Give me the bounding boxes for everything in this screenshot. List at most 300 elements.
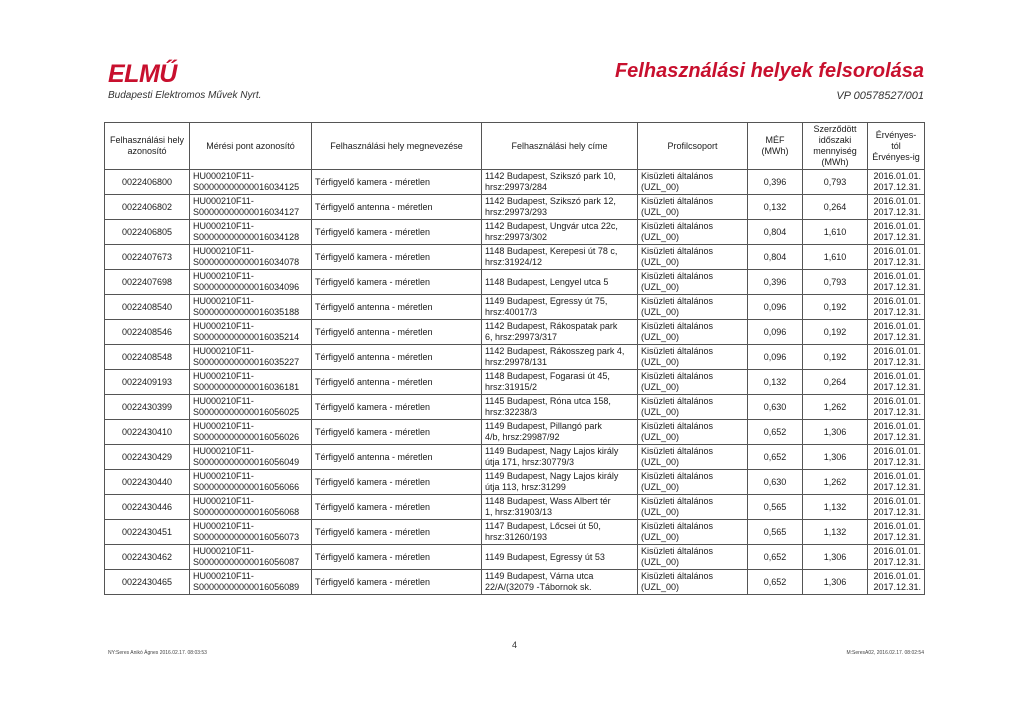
valid-to: 2017.12.31. [873,257,921,267]
site-id-cell: 0022430451 [105,520,190,545]
address-line2: 1, hrsz:31903/13 [485,507,553,517]
meter-id-line2: S00000000000016034128 [193,232,300,242]
valid-to: 2017.12.31. [873,557,921,567]
valid-from: 2016.01.01. [873,546,921,556]
meter-id-line2: S00000000000016056066 [193,482,300,492]
profile-line2: (UZL_00) [641,357,680,367]
validity-cell [868,445,925,470]
footer-print-info: NY:Seres Anikó Ágnes 2016.02.17. 08:03:53 [108,650,207,656]
profile-line1: Kisüzleti általános [641,546,714,556]
mef-cell: 0,096 [748,320,803,345]
valid-to: 2017.12.31. [873,432,921,442]
meter-id-cell [190,270,312,295]
table-row [105,395,925,420]
meter-id-line1: HU000210F11- [193,546,254,556]
profile-line2: (UZL_00) [641,182,680,192]
meter-id-cell [190,495,312,520]
site-id-cell: 0022409193 [105,370,190,395]
profile-line2: (UZL_00) [641,257,680,267]
site-id-cell: 0022408546 [105,320,190,345]
site-id-cell: 0022430446 [105,495,190,520]
valid-from: 2016.01.01. [873,496,921,506]
valid-to: 2017.12.31. [873,407,921,417]
profile-line1: Kisüzleti általános [641,171,714,181]
address-line2: 22/A/(32079 -Tábornok sk. [485,582,592,592]
table-header-row [105,123,925,170]
profile-line2: (UZL_00) [641,307,680,317]
address-line2: 6, hrsz:29973/317 [485,332,558,342]
contracted-quantity-cell: 1,306 [803,570,868,595]
site-address-cell [482,270,638,295]
valid-from: 2016.01.01. [873,346,921,356]
site-id-cell: 0022406805 [105,220,190,245]
address-line1: 1149 Budapest, Egressy út 53 [485,551,605,562]
validity-cell [868,170,925,195]
valid-to: 2017.12.31. [873,332,921,342]
company-name: Budapesti Elektromos Művek Nyrt. [108,90,262,101]
site-id-cell: 0022430462 [105,545,190,570]
address-line2: hrsz:32238/3 [485,407,538,417]
table-row [105,420,925,445]
meter-id-cell [190,545,312,570]
column-header-validity: Érvényes-tól Érvényes-ig [868,123,925,170]
site-address-cell [482,520,638,545]
valid-from: 2016.01.01. [873,271,921,281]
valid-to: 2017.12.31. [873,307,921,317]
contracted-quantity-cell: 0,192 [803,295,868,320]
table-row [105,345,925,370]
mef-cell: 0,652 [748,545,803,570]
meter-id-line1: HU000210F11- [193,321,254,331]
meter-id-cell [190,445,312,470]
company-logo: ELMŰ [108,60,177,88]
address-line2: hrsz:31924/12 [485,257,543,267]
address-line1: 1149 Budapest, Egressy út 75, [485,296,608,306]
valid-from: 2016.01.01. [873,371,921,381]
meter-id-line1: HU000210F11- [193,571,254,581]
site-id-cell: 0022408548 [105,345,190,370]
profile-group-cell [638,420,748,445]
table-row [105,270,925,295]
address-line2: hrsz:40017/3 [485,307,538,317]
site-name-cell: Térfigyelő antenna - méretlen [312,445,482,470]
validity-cell [868,545,925,570]
site-name-cell: Térfigyelő kamera - méretlen [312,395,482,420]
footer-modify-info: M:SeresA02, 2016.02.17. 08:02:54 [846,650,924,656]
contracted-quantity-cell: 0,264 [803,370,868,395]
profile-line1: Kisüzleti általános [641,521,714,531]
table-row [105,570,925,595]
site-id-cell: 0022430410 [105,420,190,445]
profile-line1: Kisüzleti általános [641,421,714,431]
profile-line2: (UZL_00) [641,407,680,417]
meter-id-line2: S00000000000016056025 [193,407,300,417]
site-address-cell [482,495,638,520]
valid-to: 2017.12.31. [873,182,921,192]
valid-to: 2017.12.31. [873,232,921,242]
mef-cell: 0,630 [748,395,803,420]
profile-line1: Kisüzleti általános [641,271,714,281]
profile-line2: (UZL_00) [641,532,680,542]
valid-to: 2017.12.31. [873,457,921,467]
site-id-cell: 0022430465 [105,570,190,595]
validity-cell [868,245,925,270]
meter-id-cell [190,395,312,420]
valid-to: 2017.12.31. [873,357,921,367]
meter-id-cell [190,170,312,195]
table-row [105,295,925,320]
contracted-quantity-cell: 0,192 [803,345,868,370]
valid-to: 2017.12.31. [873,507,921,517]
meter-id-line2: S00000000000016034078 [193,257,300,267]
site-name-cell: Térfigyelő kamera - méretlen [312,245,482,270]
address-line1: 1148 Budapest, Lengyel utca 5 [485,276,609,287]
table-row [105,195,925,220]
valid-to: 2017.12.31. [873,482,921,492]
meter-id-line2: S00000000000016035188 [193,307,300,317]
profile-line2: (UZL_00) [641,457,680,467]
profile-line2: (UZL_00) [641,332,680,342]
meter-id-line1: HU000210F11- [193,471,254,481]
meter-id-line1: HU000210F11- [193,296,254,306]
valid-from: 2016.01.01. [873,471,921,481]
meter-id-line2: S00000000000016035214 [193,332,300,342]
profile-line2: (UZL_00) [641,582,680,592]
profile-line1: Kisüzleti általános [641,371,714,381]
profile-line1: Kisüzleti általános [641,446,714,456]
profile-line1: Kisüzleti általános [641,221,714,231]
site-name-cell: Térfigyelő kamera - méretlen [312,495,482,520]
column-header-meter-id: Mérési pont azonosító [190,123,312,170]
validity-cell [868,470,925,495]
profile-group-cell [638,295,748,320]
meter-id-line1: HU000210F11- [193,371,254,381]
meter-id-line2: S00000000000016056073 [193,532,300,542]
mef-cell: 0,804 [748,220,803,245]
address-line1: 1148 Budapest, Wass Albert tér [485,496,611,506]
contracted-quantity-cell: 1,610 [803,245,868,270]
meter-id-cell [190,520,312,545]
valid-to: 2017.12.31. [873,382,921,392]
site-name-cell: Térfigyelő kamera - méretlen [312,520,482,545]
address-line2: hrsz:31260/193 [485,532,548,542]
profile-line1: Kisüzleti általános [641,396,714,406]
profile-line1: Kisüzleti általános [641,496,714,506]
meter-id-line2: S00000000000016056049 [193,457,300,467]
meter-id-cell [190,420,312,445]
mef-cell: 0,652 [748,420,803,445]
address-line2: hrsz:29978/131 [485,357,548,367]
profile-line2: (UZL_00) [641,232,680,242]
site-address-cell [482,170,638,195]
meter-id-line1: HU000210F11- [193,221,254,231]
meter-id-line1: HU000210F11- [193,271,254,281]
site-address-cell [482,470,638,495]
meter-id-cell [190,320,312,345]
validity-cell [868,220,925,245]
valid-from: 2016.01.01. [873,571,921,581]
address-line1: 1148 Budapest, Kerepesi út 78 c, [485,246,618,256]
site-address-cell [482,220,638,245]
site-address-cell [482,345,638,370]
meter-id-line1: HU000210F11- [193,421,254,431]
mef-cell: 0,565 [748,495,803,520]
site-name-cell: Térfigyelő antenna - méretlen [312,370,482,395]
profile-line1: Kisüzleti általános [641,346,714,356]
address-line1: 1149 Budapest, Várna utca [485,571,594,581]
table-row [105,495,925,520]
profile-group-cell [638,270,748,295]
site-address-cell [482,420,638,445]
site-address-cell [482,395,638,420]
document-title: Felhasználási helyek felsorolása [614,60,924,82]
meter-id-line2: S00000000000016034127 [193,207,300,217]
address-line1: 1149 Budapest, Nagy Lajos király [485,471,619,481]
validity-cell [868,395,925,420]
validity-cell [868,520,925,545]
meter-id-line1: HU000210F11- [193,171,254,181]
site-id-cell: 0022430399 [105,395,190,420]
mef-cell: 0,132 [748,370,803,395]
valid-from: 2016.01.01. [873,221,921,231]
address-line1: 1147 Budapest, Lőcsei út 50, [485,521,601,531]
site-name-cell: Térfigyelő kamera - méretlen [312,170,482,195]
valid-from: 2016.01.01. [873,171,921,181]
meter-id-line2: S00000000000016034125 [193,182,300,192]
profile-line1: Kisüzleti általános [641,321,714,331]
contracted-quantity-cell: 0,793 [803,170,868,195]
address-line1: 1142 Budapest, Rákospatak park [485,321,618,331]
site-id-cell: 0022406802 [105,195,190,220]
profile-line1: Kisüzleti általános [641,246,714,256]
site-id-cell: 0022407673 [105,245,190,270]
mef-cell: 0,652 [748,445,803,470]
site-id-cell: 0022406800 [105,170,190,195]
profile-line2: (UZL_00) [641,207,680,217]
site-name-cell: Térfigyelő kamera - méretlen [312,570,482,595]
table-row [105,320,925,345]
contracted-quantity-cell: 0,192 [803,320,868,345]
address-line1: 1142 Budapest, Rákosszeg park 4, [485,346,625,356]
contracted-quantity-cell: 0,793 [803,270,868,295]
address-line1: 1145 Budapest, Róna utca 158, [485,396,611,406]
site-name-cell: Térfigyelő kamera - méretlen [312,220,482,245]
table-row [105,245,925,270]
table-row [105,445,925,470]
address-line2: hrsz:29973/302 [485,232,548,242]
meter-id-cell [190,570,312,595]
site-name-cell: Térfigyelő antenna - méretlen [312,320,482,345]
valid-to: 2017.12.31. [873,582,921,592]
mef-cell: 0,652 [748,570,803,595]
valid-to: 2017.12.31. [873,207,921,217]
meter-id-line1: HU000210F11- [193,496,254,506]
valid-from: 2016.01.01. [873,396,921,406]
validity-cell [868,295,925,320]
profile-line2: (UZL_00) [641,382,680,392]
meter-id-cell [190,295,312,320]
address-line2: 4/b, hrsz:29987/92 [485,432,560,442]
site-name-cell: Térfigyelő kamera - méretlen [312,545,482,570]
profile-group-cell [638,170,748,195]
contracted-quantity-cell: 0,264 [803,195,868,220]
address-line1: 1142 Budapest, Ungvár utca 22c, [485,221,618,231]
site-id-cell: 0022407698 [105,270,190,295]
profile-line2: (UZL_00) [641,282,680,292]
profile-group-cell [638,320,748,345]
mef-cell: 0,396 [748,170,803,195]
meter-id-line2: S00000000000016056087 [193,557,300,567]
table-row [105,470,925,495]
contracted-quantity-cell: 1,132 [803,520,868,545]
validity-cell [868,320,925,345]
valid-from: 2016.01.01. [873,521,921,531]
profile-group-cell [638,370,748,395]
validity-cell [868,570,925,595]
column-header-mef: MÉF (MWh) [748,123,803,170]
mef-cell: 0,804 [748,245,803,270]
profile-line1: Kisüzleti általános [641,471,714,481]
profile-line1: Kisüzleti általános [641,571,714,581]
site-id-cell: 0022430429 [105,445,190,470]
mef-cell: 0,630 [748,470,803,495]
document-reference: VP 00578527/001 [836,90,924,102]
contracted-quantity-cell: 1,262 [803,395,868,420]
table-row [105,370,925,395]
site-name-cell: Térfigyelő antenna - méretlen [312,295,482,320]
profile-group-cell [638,495,748,520]
column-header-site-address: Felhasználási hely címe [482,123,638,170]
meter-id-line1: HU000210F11- [193,196,254,206]
column-header-profile-group: Profilcsoport [638,123,748,170]
site-name-cell: Térfigyelő kamera - méretlen [312,270,482,295]
address-line1: 1149 Budapest, Pillangó park [485,421,602,431]
contracted-quantity-cell: 1,306 [803,545,868,570]
site-address-cell [482,370,638,395]
address-line1: 1142 Budapest, Szikszó park 12, [485,196,616,206]
mef-cell: 0,096 [748,295,803,320]
profile-line2: (UZL_00) [641,557,680,567]
mef-cell: 0,565 [748,520,803,545]
meter-id-cell [190,245,312,270]
meter-id-cell [190,370,312,395]
site-address-cell [482,445,638,470]
address-line1: 1142 Budapest, Szikszó park 10, [485,171,616,181]
meter-id-line2: S00000000000016056068 [193,507,300,517]
profile-line2: (UZL_00) [641,432,680,442]
table-row [105,545,925,570]
meter-id-cell [190,195,312,220]
table-row [105,520,925,545]
valid-from: 2016.01.01. [873,296,921,306]
meter-id-cell [190,345,312,370]
valid-from: 2016.01.01. [873,246,921,256]
contracted-quantity-cell: 1,306 [803,445,868,470]
column-header-contracted-quantity: Szerződött időszaki mennyiség (MWh) [803,123,868,170]
profile-line1: Kisüzleti általános [641,296,714,306]
valid-to: 2017.12.31. [873,282,921,292]
site-address-cell [482,320,638,345]
address-line2: útja 171, hrsz:30779/3 [485,457,575,467]
site-name-cell: Térfigyelő kamera - méretlen [312,470,482,495]
meter-id-line1: HU000210F11- [193,446,254,456]
address-line1: 1149 Budapest, Nagy Lajos király [485,446,619,456]
profile-group-cell [638,195,748,220]
profile-group-cell [638,245,748,270]
meter-id-line2: S00000000000016035227 [193,357,300,367]
profile-group-cell [638,470,748,495]
mef-cell: 0,096 [748,345,803,370]
site-address-cell [482,295,638,320]
contracted-quantity-cell: 1,610 [803,220,868,245]
profile-group-cell [638,570,748,595]
meter-id-cell [190,220,312,245]
validity-cell [868,345,925,370]
validity-cell [868,495,925,520]
site-name-cell: Térfigyelő kamera - méretlen [312,420,482,445]
contracted-quantity-cell: 1,306 [803,420,868,445]
column-header-site-id: Felhasználási hely azonosító [105,123,190,170]
page-number: 4 [512,640,518,650]
mef-cell: 0,132 [748,195,803,220]
contracted-quantity-cell: 1,132 [803,495,868,520]
meter-id-line1: HU000210F11- [193,346,254,356]
site-address-cell [482,195,638,220]
table-row [105,170,925,195]
profile-group-cell [638,520,748,545]
validity-cell [868,370,925,395]
contracted-quantity-cell: 1,262 [803,470,868,495]
consumption-sites-table [104,122,925,595]
meter-id-line2: S00000000000016056026 [193,432,300,442]
address-line2: hrsz:31915/2 [485,382,538,392]
profile-line2: (UZL_00) [641,507,680,517]
profile-group-cell [638,220,748,245]
site-address-cell [482,245,638,270]
site-name-cell: Térfigyelő antenna - méretlen [312,345,482,370]
profile-line1: Kisüzleti általános [641,196,714,206]
site-id-cell: 0022408540 [105,295,190,320]
meter-id-line2: S00000000000016056089 [193,582,300,592]
mef-cell: 0,396 [748,270,803,295]
valid-from: 2016.01.01. [873,421,921,431]
profile-group-cell [638,445,748,470]
address-line2: hrsz:29973/284 [485,182,548,192]
site-id-cell: 0022430440 [105,470,190,495]
profile-group-cell [638,545,748,570]
valid-from: 2016.01.01. [873,196,921,206]
meter-id-line1: HU000210F11- [193,396,254,406]
meter-id-line2: S00000000000016036181 [193,382,300,392]
meter-id-line1: HU000210F11- [193,246,254,256]
valid-to: 2017.12.31. [873,532,921,542]
address-line2: hrsz:29973/293 [485,207,548,217]
validity-cell [868,195,925,220]
table-body [105,170,925,595]
valid-from: 2016.01.01. [873,321,921,331]
profile-group-cell [638,345,748,370]
validity-cell [868,270,925,295]
site-address-cell [482,570,638,595]
site-name-cell: Térfigyelő antenna - méretlen [312,195,482,220]
column-header-site-name: Felhasználási hely megnevezése [312,123,482,170]
address-line1: 1148 Budapest, Fogarasi út 45, [485,371,610,381]
profile-line2: (UZL_00) [641,482,680,492]
table-row [105,220,925,245]
address-line2: útja 113, hrsz:31299 [485,482,566,492]
meter-id-cell [190,470,312,495]
site-address-cell [482,545,638,570]
